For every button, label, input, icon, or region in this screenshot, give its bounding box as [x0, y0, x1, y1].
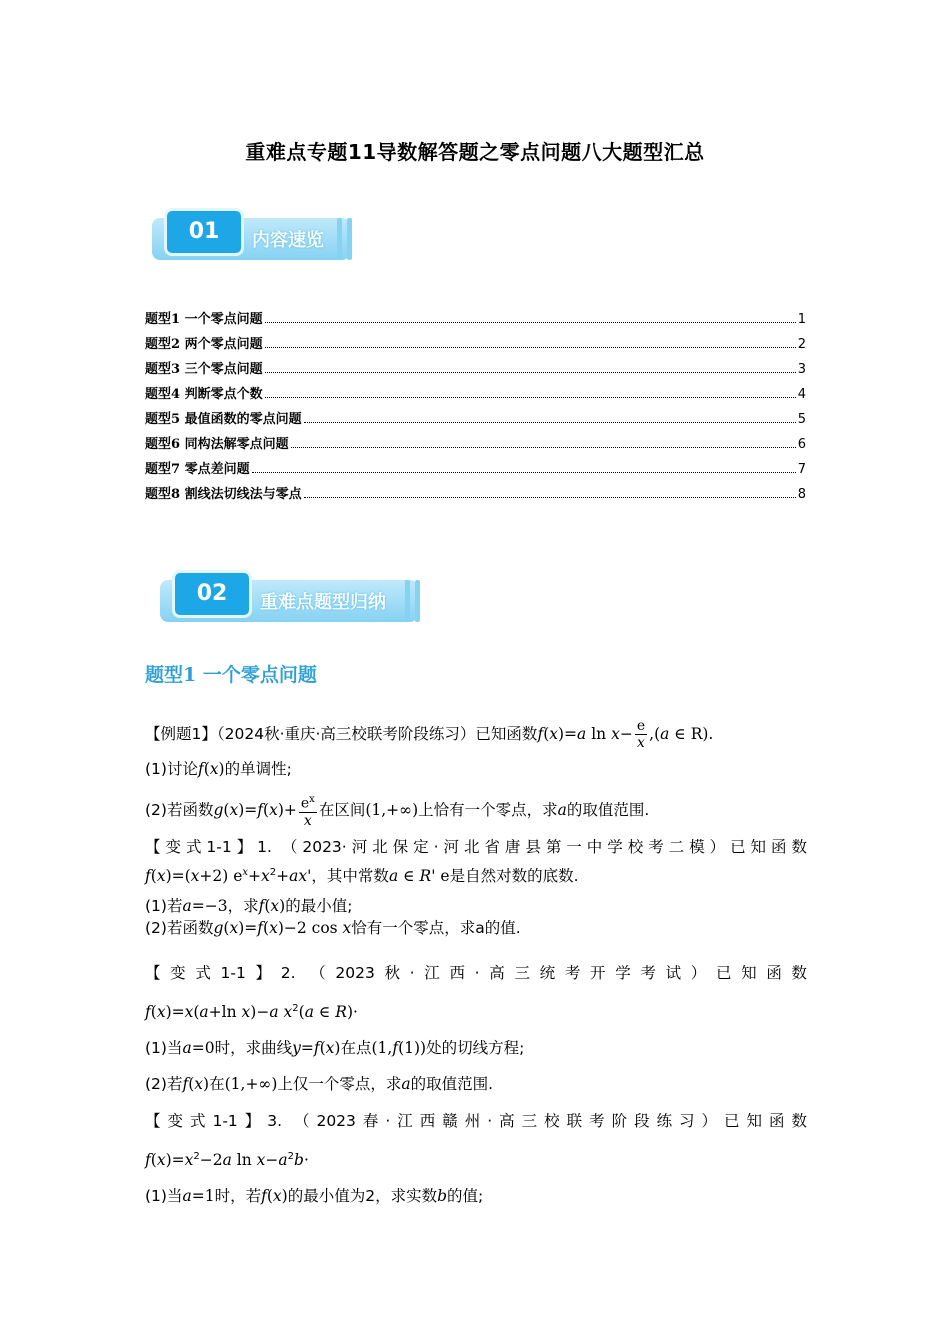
question-text: 在点	[340, 1039, 372, 1058]
question-text: 上恰有一个零点，求	[418, 801, 558, 819]
table-of-contents	[145, 302, 806, 502]
question-text: ，求	[227, 897, 259, 916]
toc-entry-title: 题型4 判断零点个数	[145, 387, 263, 402]
toc-leader-dots	[265, 347, 796, 348]
toc-page-number: 7	[797, 462, 806, 477]
variant-1: 【变式1-1】1. （2023·河北保定·河北省唐县第一中学校考二模）已知函数 f(x)=(x+2) $e^x+x^2+ax'$，其中常数a ∈ R' e是自然对数的底数. (1)若a=−3，求f(x)的最小值; (2)若函数g(x)=f(x)−2 cos x恰有一个零点，求a的值.	[145, 838, 807, 938]
toc-entry[interactable]	[145, 402, 806, 427]
example-source: （2024秋·重庆·高三校联考阶段练习）已知函数	[216, 725, 538, 743]
question-text: 时，求曲线	[214, 1039, 293, 1058]
banner-label: 重难点题型归纳	[260, 592, 386, 613]
toc-entry-title: 题型2 两个零点问题	[145, 337, 263, 352]
question-text: 的最小值;	[285, 897, 353, 916]
section-heading: 题型1 一个零点问题	[145, 664, 317, 686]
toc-page-number: 4	[797, 387, 806, 402]
toc-page-number: 6	[797, 437, 806, 452]
question-text: 的取值范围.	[410, 1075, 494, 1094]
section-banner-overview	[152, 208, 372, 264]
toc-entry-title: 题型5 最值函数的零点问题	[145, 412, 302, 427]
example-tag: 【例题1】	[145, 725, 217, 743]
question-text: (1)若	[145, 897, 183, 916]
toc-entry-title: 题型7 零点差问题	[145, 462, 250, 477]
toc-entry[interactable]	[145, 477, 806, 502]
question-text: 在区间	[318, 801, 366, 819]
toc-entry[interactable]	[145, 452, 806, 477]
question-text: 的取值范围.	[566, 801, 650, 819]
page-title: 重难点专题11导数解答题之零点问题八大题型汇总	[245, 140, 705, 164]
toc-leader-dots	[291, 447, 796, 448]
toc-leader-dots	[265, 372, 796, 373]
toc-leader-dots	[304, 422, 796, 423]
toc-leader-dots	[265, 322, 796, 323]
variant-tag: 【变式1-1】3.	[145, 1112, 283, 1130]
question-text: (2)若函数	[145, 801, 214, 819]
question-text: (1)讨论	[145, 760, 198, 778]
banner-number: 01	[164, 208, 244, 256]
question-text: 时，若	[214, 1187, 262, 1206]
toc-leader-dots	[252, 472, 796, 473]
banner-number: 02	[172, 570, 252, 618]
toc-entry-title: 题型8 割线法切线法与零点	[145, 487, 302, 502]
banner-label: 内容速览	[252, 230, 324, 251]
toc-entry[interactable]	[145, 427, 806, 452]
toc-leader-dots	[265, 397, 796, 398]
toc-entry[interactable]	[145, 377, 806, 402]
variant-source: （2023春·江西赣州·高三校联考阶段练习）已知函数	[293, 1112, 807, 1130]
question-text: 处的切线方程;	[426, 1039, 525, 1058]
toc-page-number: 1	[797, 312, 806, 327]
section-banner-categories	[160, 570, 440, 626]
question-text: (1)当	[145, 1187, 183, 1206]
toc-entry-title: 题型6 同构法解零点问题	[145, 437, 289, 452]
example-1: 【例题1】（2024秋·重庆·高三校联考阶段练习）已知函数f(x)=a ln x− $\frac{e}{x}$ ,(a ∈ R). (1)讨论f(x)的单调性; (2)若函数g(x)=f(x)+ $\frac{e^x}{x}$ 在区间(1,+∞)上恰有一个零点，求a的取值范围.	[145, 718, 714, 829]
question-text: 的值;	[447, 1187, 484, 1206]
question-text: 在	[209, 1075, 225, 1094]
question-text: (2)若	[145, 1075, 183, 1094]
question-text: 的最小值为2，求实数	[287, 1187, 438, 1206]
variant-tag: 【变式1-1】2.	[145, 964, 296, 982]
toc-page-number: 3	[797, 362, 806, 377]
toc-entry-title: 题型1 一个零点问题	[145, 312, 263, 327]
toc-page-number: 2	[797, 337, 806, 352]
question-text: 上仅一个零点，求	[277, 1075, 402, 1094]
variant-3: 【变式1-1】3. （2023春·江西赣州·高三校联考阶段练习）已知函数 $f(x)=x^2-2a$ $\ln x-a^2b\cdot$ (1)当a=1时，若f(x)的最小值为2，求实数b的值;	[145, 1112, 807, 1206]
question-text: 是自然对数的底数.	[449, 867, 579, 886]
toc-entry[interactable]	[145, 327, 806, 352]
question-text: (2)若函数	[145, 919, 214, 938]
question-text: 恰有一个零点，求a的值.	[351, 919, 521, 938]
question-text: (1)当	[145, 1039, 183, 1058]
variant-source: （2023·河北保定·河北省唐县第一中学校考二模）已知函数	[281, 838, 807, 856]
toc-leader-dots	[304, 497, 796, 498]
variant-source: （2023秋·江西·高三统考开学考试）已知函数	[310, 964, 808, 982]
toc-page-number: 8	[797, 487, 806, 502]
toc-entry-title: 题型3 三个零点问题	[145, 362, 263, 377]
toc-entry[interactable]	[145, 352, 806, 377]
variant-tag: 【变式1-1】1.	[145, 838, 272, 856]
toc-page-number: 5	[797, 412, 806, 427]
variant-2: 【变式1-1】2. （2023秋·江西·高三统考开学考试）已知函数 f(x)=x(a+ln x)−a $x^2(a$ ∈ R)· (1)当a=0时，求曲线y=f(x)在点(1,f(1))处的切线方程; (2)若f(x)在(1,+∞)上仅一个零点，求a的取值范围.	[145, 964, 808, 1094]
toc-entry[interactable]	[145, 302, 806, 327]
question-text: 的单调性;	[224, 760, 292, 778]
question-text: ，其中常数	[311, 867, 389, 886]
